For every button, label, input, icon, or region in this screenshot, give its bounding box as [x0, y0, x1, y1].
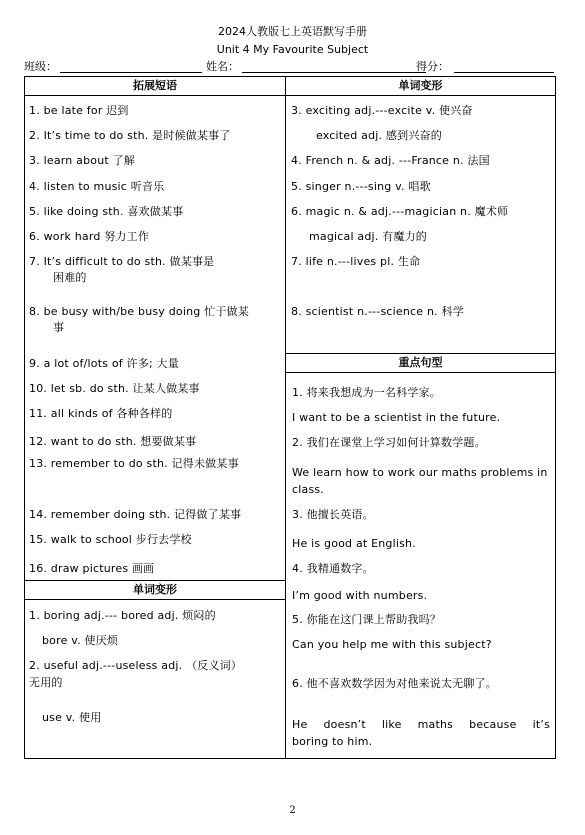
document-title: 2024人教版七上英语默写手册: [218, 25, 367, 38]
score-blank[interactable]: [454, 72, 554, 73]
page-number: 2: [289, 805, 296, 816]
phrase-item: 12. want to do sth. 想要做某事: [29, 435, 197, 448]
sentences-heading: 重点句型: [286, 354, 555, 373]
sentence-cn: 5. 你能在这门课上帮助我吗？: [292, 613, 441, 626]
phrase-item: 2. It’s time to do sth. 是时候做某事了: [29, 129, 231, 142]
sentence-en: He is good at English.: [292, 537, 416, 550]
phrase-item: 6. work hard 努力工作: [29, 230, 150, 243]
sentence-en: I’m good with numbers.: [292, 589, 428, 602]
sentence-cn: 1. 将来我想成为一名科学家。: [292, 386, 441, 399]
sentence-en-cont: boring to him.: [292, 735, 373, 748]
phrase-item: 10. let sb. do sth. 让某人做某事: [29, 382, 200, 395]
sentence-cn: 6. 他不喜欢数学因为对他来说太无聊了。: [292, 677, 497, 690]
sentence-cn: 2. 我们在课堂上学习如何计算数学题。: [292, 436, 486, 449]
phrase-item: 3. learn about 了解: [29, 154, 135, 167]
sentence-en-cont: class.: [292, 483, 325, 496]
word-forms-right-heading: 单词变形: [286, 77, 555, 96]
phrase-item: 16. draw pictures 画画: [29, 562, 155, 575]
phrase-item: 1. be late for 迟到: [29, 104, 129, 117]
sentence-en: He doesn’t like maths because it’s: [292, 718, 550, 731]
sentence-en: Can you help me with this subject?: [292, 638, 492, 651]
phrase-item: 8. be busy with/be busy doing 忙于做某: [29, 305, 249, 318]
phrase-item: 15. walk to school 步行去学校: [29, 533, 192, 546]
word-form-item: 1. boring adj.--- bored adj. 烦闷的: [29, 609, 216, 622]
word-forms-left-heading: 单词变形: [25, 581, 285, 600]
class-label: 班级：: [24, 60, 57, 73]
score-label: 得分：: [416, 60, 449, 73]
word-form-item: 无用的: [29, 676, 63, 689]
sentence-en: I want to be a scientist in the future.: [292, 411, 501, 424]
class-blank[interactable]: [60, 72, 202, 73]
phrase-item-cont: 事: [53, 321, 65, 334]
word-form-item: 8. scientist n.---science n. 科学: [291, 305, 464, 318]
word-form-item: 3. exciting adj.---excite v. 使兴奋: [291, 104, 473, 117]
phrase-item: 7. It’s difficult to do sth. 做某事是: [29, 255, 215, 268]
phrase-item: 5. like doing sth. 喜欢做某事: [29, 205, 184, 218]
word-form-item: 4. French n. & adj. ---France n. 法国: [291, 154, 490, 167]
phrase-item: 11. all kinds of 各种各样的: [29, 407, 173, 420]
name-label: 姓名：: [206, 60, 239, 73]
student-info-row: [24, 60, 556, 74]
name-blank[interactable]: [242, 72, 426, 73]
word-form-item: 7. life n.---lives pl. 生命: [291, 255, 421, 268]
phrase-item: 13. remember to do sth. 记得未做某事: [29, 457, 239, 470]
sentence-cn: 4. 我精通数字。: [292, 562, 374, 575]
word-form-item: 6. magic n. & adj.---magician n. 魔术师: [291, 205, 509, 218]
sentence-en: We learn how to work our maths problems in: [292, 466, 548, 479]
phrase-item: 4. listen to music 听音乐: [29, 180, 165, 193]
phrases-heading: 拓展短语: [25, 77, 285, 96]
word-form-item: use v. 使用: [42, 711, 102, 724]
sentence-cn: 3. 他擅长英语。: [292, 508, 374, 521]
word-form-item: excited adj. 感到兴奋的: [316, 129, 442, 142]
document-subtitle: Unit 4 My Favourite Subject: [216, 43, 369, 56]
word-form-item: 5. singer n.---sing v. 唱歌: [291, 180, 431, 193]
word-form-item: magical adj. 有魔力的: [309, 230, 428, 243]
word-form-item: bore v. 使厌烦: [42, 634, 119, 647]
word-form-item: 2. useful adj.---useless adj. （反义词）: [29, 659, 243, 672]
phrase-item: 9. a lot of/lots of 许多; 大量: [29, 357, 179, 370]
phrase-item-cont: 困难的: [53, 271, 87, 284]
column-divider: [285, 76, 286, 759]
phrase-item: 14. remember doing sth. 记得做了某事: [29, 508, 242, 521]
